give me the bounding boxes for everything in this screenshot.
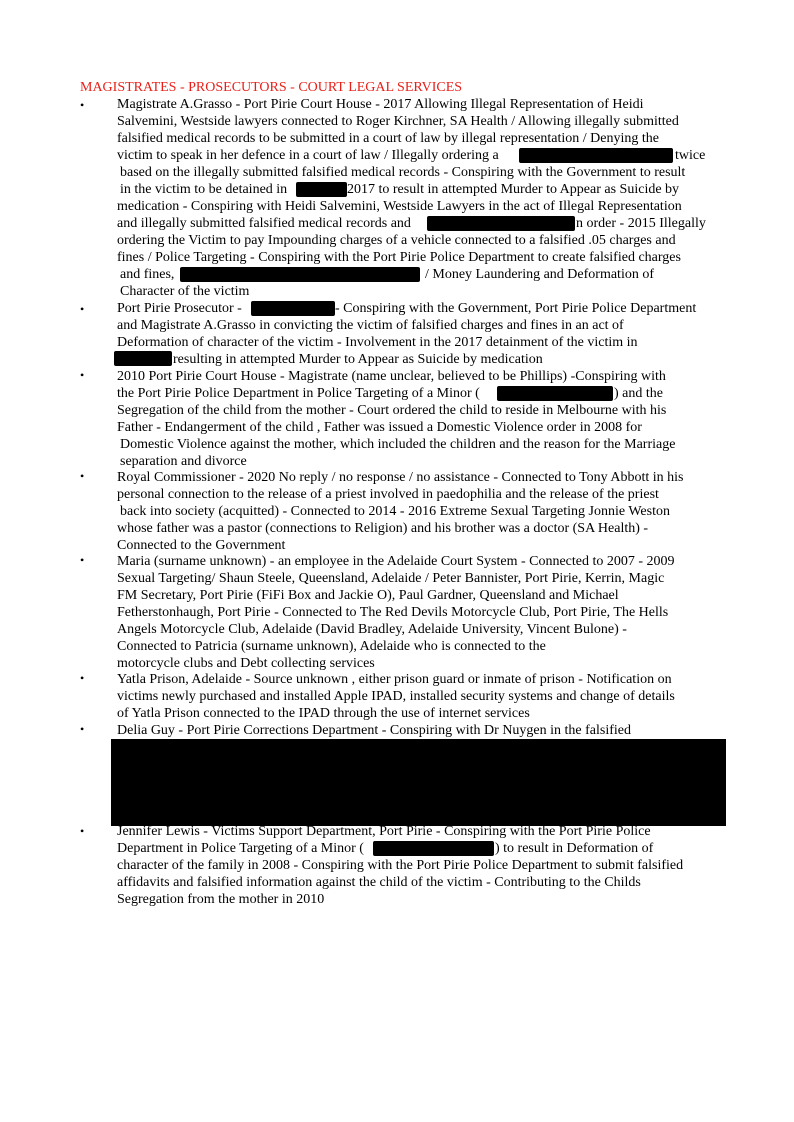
redaction-block <box>519 148 673 163</box>
text-line: twice <box>675 148 706 163</box>
bullet: • <box>80 824 85 838</box>
text-line: and illegally submitted falsified medical records and <box>117 216 411 231</box>
text-line: Segregation from the mother in 2010 <box>117 892 325 907</box>
text-line: falsified medical records to be submitted in a court of law by illegal representation / Denying the <box>117 131 659 146</box>
text-line: Magistrate A.Grasso - Port Pirie Court House - 2017 Allowing Illegal Representation of Heidi <box>117 97 644 112</box>
text-line: Character of the victim <box>120 284 250 299</box>
bullet: • <box>80 553 85 567</box>
text-line: of Yatla Prison connected to the IPAD through the use of internet services <box>117 706 530 721</box>
text-line: ) and the <box>614 386 663 401</box>
redaction-block <box>427 216 575 231</box>
text-line: 2010 Port Pirie Court House - Magistrate (name unclear, believed to be Phillips) -Conspiring with <box>117 369 666 384</box>
text-line: affidavits and falsified information against the child of the victim - Contributing to the Childs <box>117 875 641 890</box>
text-line: the Port Pirie Police Department in Police Targeting of a Minor ( <box>117 386 480 401</box>
text-line: personal connection to the release of a priest involved in paedophilia and the release of the priest <box>117 487 659 502</box>
text-line: Salvemini, Westside lawyers connected to Roger Kirchner, SA Health / Allowing illegally submitted <box>117 114 679 129</box>
text-line: Deformation of character of the victim - Involvement in the 2017 detainment of the victim in <box>117 335 638 350</box>
text-line: Angels Motorcycle Club, Adelaide (David Bradley, Adelaide University, Vincent Bulone) - <box>117 622 627 637</box>
text-line: Maria (surname unknown) - an employee in the Adelaide Court System - Connected to 2007 - 2009 <box>117 554 675 569</box>
section-heading: MAGISTRATES - PROSECUTORS - COURT LEGAL SERVICES <box>80 80 463 95</box>
text-line: based on the illegally submitted falsified medical records - Conspiring with the Government to result <box>120 165 686 180</box>
text-line: Fetherstonhaugh, Port Pirie - Connected to The Red Devils Motorcycle Club, Port Pirie, The Hells <box>117 605 669 620</box>
text-line: resulting in attempted Murder to Appear as Suicide by medication <box>173 352 543 367</box>
text-line: Port Pirie Prosecutor - <box>117 301 242 316</box>
redaction-block <box>296 182 347 197</box>
text-line: Royal Commissioner - 2020 No reply / no response / no assistance - Connected to Tony Abbott in his <box>117 470 684 485</box>
text-line: FM Secretary, Port Pirie (FiFi Box and Jackie O), Paul Gardner, Queensland and Michael <box>117 588 619 603</box>
text-line: Connected to Patricia (surname unknown), Adelaide who is connected to the <box>117 639 546 654</box>
text-line: whose father was a pastor (connections to Religion) and his brother was a doctor (SA Health) - <box>117 521 649 536</box>
text-line: ordering the Victim to pay Impounding charges of a vehicle connected to a falsified .05 charges and <box>117 233 676 248</box>
text-line: Sexual Targeting/ Shaun Steele, Queensland, Adelaide / Peter Bannister, Port Pirie, Kerrin, Magic <box>117 571 665 586</box>
redaction-block <box>373 841 494 856</box>
bullet: • <box>80 302 85 316</box>
text-line: and Magistrate A.Grasso in convicting the victim of falsified charges and fines in an act of <box>117 318 624 333</box>
text-line: back into society (acquitted) - Connected to 2014 - 2016 Extreme Sexual Targeting Jonnie Weston <box>120 504 670 519</box>
redaction-block <box>180 267 420 282</box>
bullet: • <box>80 722 85 736</box>
text-line: Domestic Violence against the mother, which included the children and the reason for the Marriage <box>120 437 676 452</box>
text-line: fines / Police Targeting - Conspiring with the Port Pirie Police Department to create falsified charges <box>117 250 681 265</box>
redaction-block <box>111 739 726 826</box>
text-line: Jennifer Lewis - Victims Support Department, Port Pirie - Conspiring with the Port Pirie Police <box>117 824 651 839</box>
text-line: motorcycle clubs and Debt collecting services <box>117 656 375 671</box>
text-line: Segregation of the child from the mother - Court ordered the child to reside in Melbourne with his <box>117 403 667 418</box>
text-line: victims newly purchased and installed Apple IPAD, installed security systems and change of details <box>117 689 675 704</box>
text-line: and fines, <box>120 267 175 282</box>
bullet: • <box>80 368 85 382</box>
text-line: ) to result in Deformation of <box>495 841 654 856</box>
redaction-block <box>497 386 613 401</box>
bullet: • <box>80 671 85 685</box>
redaction-block <box>114 351 172 366</box>
text-line: 2017 to result in attempted Murder to Appear as Suicide by <box>347 182 680 197</box>
text-line: Department in Police Targeting of a Minor ( <box>117 841 364 856</box>
text-line: separation and divorce <box>120 454 247 469</box>
redaction-block <box>251 301 335 316</box>
text-line: character of the family in 2008 - Conspiring with the Port Pirie Police Department to submit falsified <box>117 858 684 873</box>
bullet: • <box>80 98 85 112</box>
text-line: medication - Conspiring with Heidi Salvemini, Westside Lawyers in the act of Illegal Representation <box>117 199 682 214</box>
text-line: - Conspiring with the Government, Port Pirie Police Department <box>335 301 697 316</box>
text-line: Connected to the Government <box>117 538 286 553</box>
text-line: Delia Guy - Port Pirie Corrections Department - Conspiring with Dr Nuygen in the falsified <box>117 723 632 738</box>
text-line: Yatla Prison, Adelaide - Source unknown , either prison guard or inmate of prison - Notification on <box>117 672 672 687</box>
text-line: / Money Laundering and Deformation of <box>425 267 654 282</box>
text-line: n order - 2015 Illegally <box>576 216 706 231</box>
text-line: victim to speak in her defence in a court of law / Illegally ordering a <box>117 148 499 163</box>
bullet: • <box>80 469 85 483</box>
text-line: Father - Endangerment of the child , Father was issued a Domestic Violence order in 2008 for <box>117 420 642 435</box>
text-line: in the victim to be detained in <box>120 182 288 197</box>
